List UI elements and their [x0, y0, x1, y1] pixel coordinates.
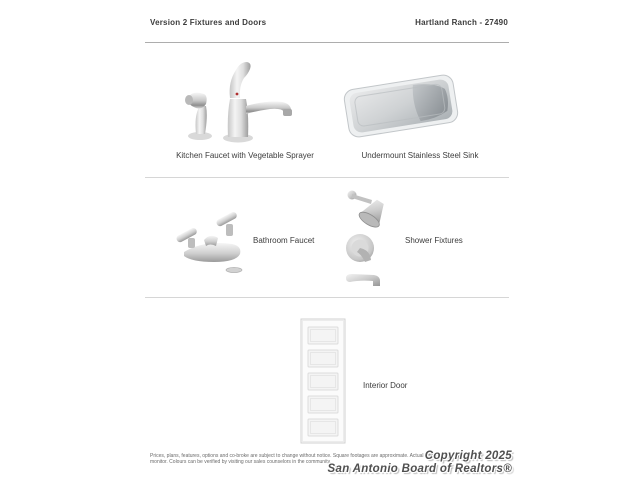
- community-name: Hartland Ranch - 27490: [415, 18, 508, 27]
- document-title: Version 2 Fixtures and Doors: [150, 18, 267, 27]
- bathroom-faucet-image: [170, 200, 254, 279]
- legal-disclaimer-line1: Prices, plans, features, options and co-broke are subject to change without notice. Square footages are approximate. Actual colors may vary per: [150, 453, 469, 459]
- stainless-sink-label: Undermount Stainless Steel Sink: [361, 151, 479, 160]
- copyright-org: San Antonio Board of Realtors®: [327, 463, 512, 475]
- legal-disclaimer-line2: monitor. Colours can be verified by visiting our sales counselors in the community.: [150, 459, 332, 465]
- copyright-year: Copyright 2025: [424, 450, 512, 462]
- shower-fixtures-image: [340, 186, 396, 299]
- header-divider: [145, 42, 509, 43]
- stainless-sink-image: [342, 66, 460, 151]
- shower-fixtures-label: Shower Fixtures: [405, 236, 463, 245]
- copyright-watermark: [300, 450, 512, 476]
- kitchen-faucet-image: [178, 54, 306, 151]
- interior-door-image: [300, 318, 346, 449]
- bathroom-faucet-label: Bathroom Faucet: [253, 236, 315, 245]
- section-divider-bath-doors: [145, 297, 509, 298]
- interior-door-label: Interior Door: [363, 381, 408, 390]
- kitchen-faucet-label: Kitchen Faucet with Vegetable Sprayer: [176, 151, 314, 160]
- section-divider-kitchen-bath: [145, 177, 509, 178]
